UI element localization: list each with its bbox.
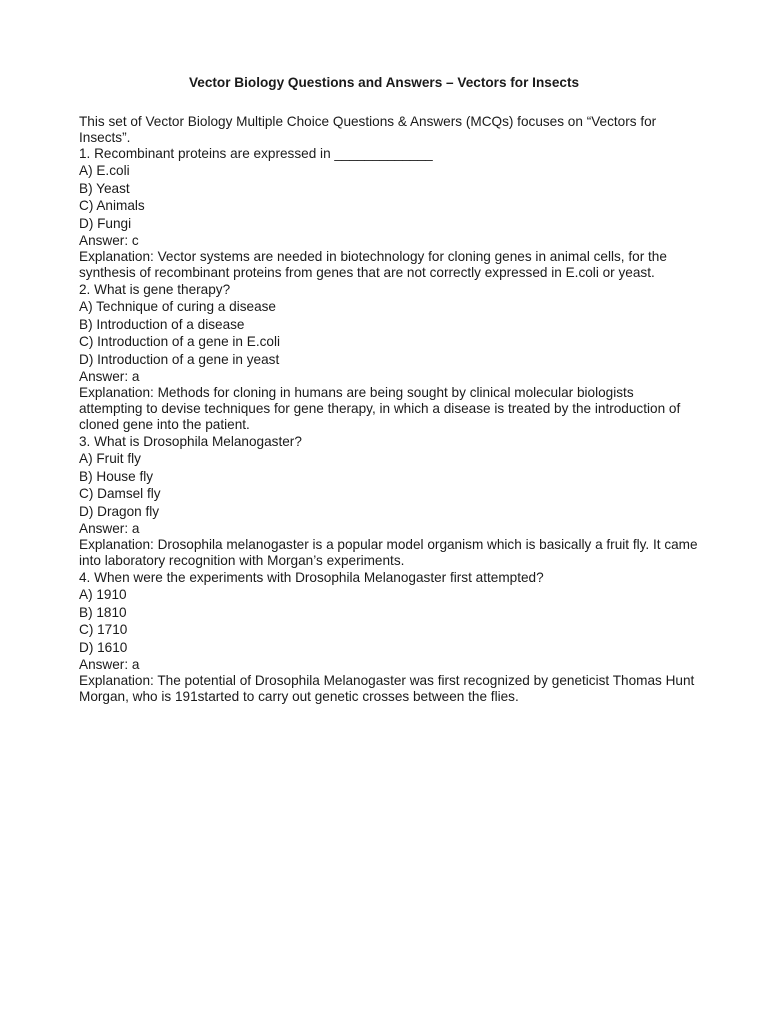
document-title: Vector Biology Questions and Answers – Vectors for Insects: [188, 75, 580, 90]
option-d: D) Dragon fly: [79, 503, 160, 519]
option-b: B) 1810: [79, 604, 127, 620]
options-list: [79, 162, 699, 232]
explanation-text: Explanation: Vector systems are needed in biotechnology for cloning genes in animal cells, for the synthesis of recombinant proteins from genes that are not correctly expressed in E.coli or yeast.: [79, 249, 667, 280]
option-d: D) Fungi: [79, 215, 132, 231]
option-c: C) Introduction of a gene in E.coli: [79, 334, 280, 350]
option-c: C) Damsel fly: [79, 486, 161, 502]
question-block-1: [79, 145, 699, 281]
answer-text: Answer: a: [79, 521, 140, 537]
option-b: B) Yeast: [79, 180, 130, 196]
explanation-text: Explanation: Drosophila melanogaster is a popular model organism which is basically a fruit fly. It came into laboratory recognition with Morgan’s experiments.: [79, 537, 698, 568]
document-content: [79, 114, 699, 705]
answer-text: Answer: c: [79, 233, 139, 249]
option-a: A) Fruit fly: [79, 451, 141, 467]
option-b: B) House fly: [79, 468, 154, 484]
intro-paragraph: This set of Vector Biology Multiple Choice Questions & Answers (MCQs) focuses on “Vectors for Insects”.: [79, 114, 657, 145]
option-a: A) E.coli: [79, 163, 130, 179]
option-b: B) Introduction of a disease: [79, 316, 245, 332]
explanation-text: Explanation: Methods for cloning in humans are being sought by clinical molecular biologists attempting to devise techniques for gene therapy, in which a disease is treated by the introduction of cloned gene into the patient.: [79, 385, 681, 432]
question-block-2: [79, 281, 699, 433]
option-a: A) 1910: [79, 587, 127, 603]
option-d: D) 1610: [79, 639, 128, 655]
question-text: 1. Recombinant proteins are expressed in _____________: [79, 146, 433, 162]
option-d: D) Introduction of a gene in yeast: [79, 351, 280, 367]
question-text: 4. When were the experiments with Drosophila Melanogaster first attempted?: [79, 569, 544, 585]
answer-text: Answer: a: [79, 657, 140, 673]
question-text: 2. What is gene therapy?: [79, 281, 231, 297]
question-block-4: [79, 569, 699, 705]
options-list: [79, 586, 699, 656]
options-list: [79, 298, 699, 368]
option-c: C) 1710: [79, 622, 128, 638]
explanation-text: Explanation: The potential of Drosophila Melanogaster was first recognized by geneticist Thomas Hunt Morgan, who is 191started to carry out genetic crosses between the flies.: [79, 673, 695, 705]
question-text: 3. What is Drosophila Melanogaster?: [79, 433, 302, 449]
options-list: [79, 450, 699, 520]
option-c: C) Animals: [79, 198, 145, 214]
question-block-3: [79, 433, 699, 569]
answer-text: Answer: a: [79, 369, 140, 385]
option-a: A) Technique of curing a disease: [79, 299, 276, 315]
